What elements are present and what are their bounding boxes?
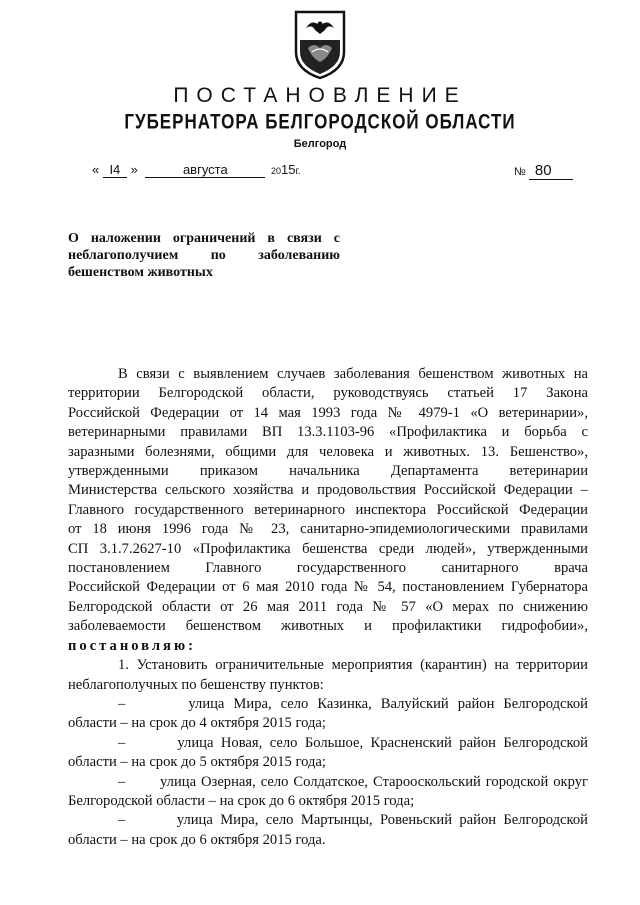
coat-of-arms-emblem — [292, 8, 348, 80]
body-line: Министерства сельского хозяйства и продовольствия Российской Федерации – — [68, 482, 588, 499]
list-item-text: улица Озерная, село Солдатское, Старооскольский городской округ — [160, 773, 588, 790]
number-value: 80 — [529, 162, 573, 180]
body-line: Российской Федерации от 14 мая 1993 года № 4979-1 «О ветеринарии», — [68, 404, 588, 421]
date-month: августа — [145, 162, 265, 178]
document-body — [68, 365, 588, 850]
document-subject — [68, 230, 340, 281]
list-item-continuation: области – на срок до 5 октября 2015 года; — [68, 754, 326, 771]
number-label: № — [514, 166, 526, 178]
item-1-line: 1. Установить ограничительные мероприятия (карантин) на территории — [118, 657, 588, 674]
list-item — [68, 695, 588, 714]
list-item-text: улица Мира, село Казинка, Валуйский район Белгородской — [188, 695, 588, 712]
body-line: СП 3.1.7.2627-10 «Профилактика бешенства среди людей», утвержденными — [68, 540, 588, 557]
list-item-text: улица Мира, село Мартынцы, Ровеньский район Белгородской — [176, 812, 588, 829]
date-day: I4 — [103, 162, 127, 178]
subject-line: неблагополучием по заболеванию — [68, 248, 340, 263]
document-date — [92, 162, 301, 178]
document-type-title: ПОСТАНОВЛЕНИЕ — [173, 84, 467, 107]
list-dash: – — [118, 734, 126, 751]
list-item-text: улица Новая, село Большое, Красненский район Белгородской — [177, 734, 588, 751]
body-line: Российской Федерации от 6 мая 2010 года № 54, постановлением Губернатора — [68, 579, 588, 596]
body-line: территории Белгородской области, руководствуясь статьей 17 Закона — [68, 385, 588, 402]
body-line: Главного государственного ветеринарного инспектора Российской Федерации — [68, 501, 588, 518]
list-item — [68, 811, 588, 830]
city-label: Белгород — [293, 138, 347, 150]
subject-line: О наложении ограничений в связи с — [68, 231, 340, 246]
body-line: от 18 июня 1996 года № 23, санитарно-эпидемиологическими правилами — [68, 521, 588, 538]
date-open-quote: « — [92, 162, 100, 177]
list-dash: – — [118, 812, 126, 829]
body-line: В связи с выявлением случаев заболевания бешенством животных на — [118, 366, 588, 382]
list-item-continuation: Белгородской области – на срок до 6 октября 2015 года; — [68, 792, 415, 809]
date-close-quote: » — [130, 162, 138, 177]
list-dash: – — [118, 695, 126, 712]
issuing-authority: ГУБЕРНАТОРА БЕЛГОРОДСКОЙ ОБЛАСТИ — [124, 109, 516, 134]
body-line: постановлением Главного государственного санитарного врача — [68, 560, 588, 577]
list-item-continuation: области – на срок до 6 октября 2015 года. — [68, 831, 326, 848]
body-line: заболеваемости бешенством животных и профилактики гидрофобии», — [68, 618, 588, 635]
body-line: Белгородской области от 26 мая 2011 года № 57 «О мерах по снижению — [68, 598, 588, 615]
body-line: заразными болезнями, общими для человека и животных. 13. Бешенство», — [68, 443, 588, 460]
date-year-unit: г. — [295, 166, 301, 177]
date-year-prefix: 20 — [270, 166, 281, 176]
subject-line: бешенством животных — [68, 265, 213, 280]
document-number — [514, 162, 573, 180]
date-year-suffix: 15 — [280, 162, 296, 177]
list-item-continuation: области – на срок до 4 октября 2015 года; — [68, 715, 326, 732]
body-line: утвержденными приказом начальника Департамента ветеринарии — [68, 463, 588, 480]
resolve-word: постановляю: — [68, 637, 196, 654]
body-line: ветеринарными правилами ВП 13.3.1103-96 «Профилактика и борьба с — [68, 424, 588, 441]
item-1-line: неблагополучных по бешенству пунктов: — [68, 676, 324, 693]
list-item — [68, 734, 588, 753]
list-dash: – — [118, 773, 126, 790]
list-item — [68, 773, 588, 792]
